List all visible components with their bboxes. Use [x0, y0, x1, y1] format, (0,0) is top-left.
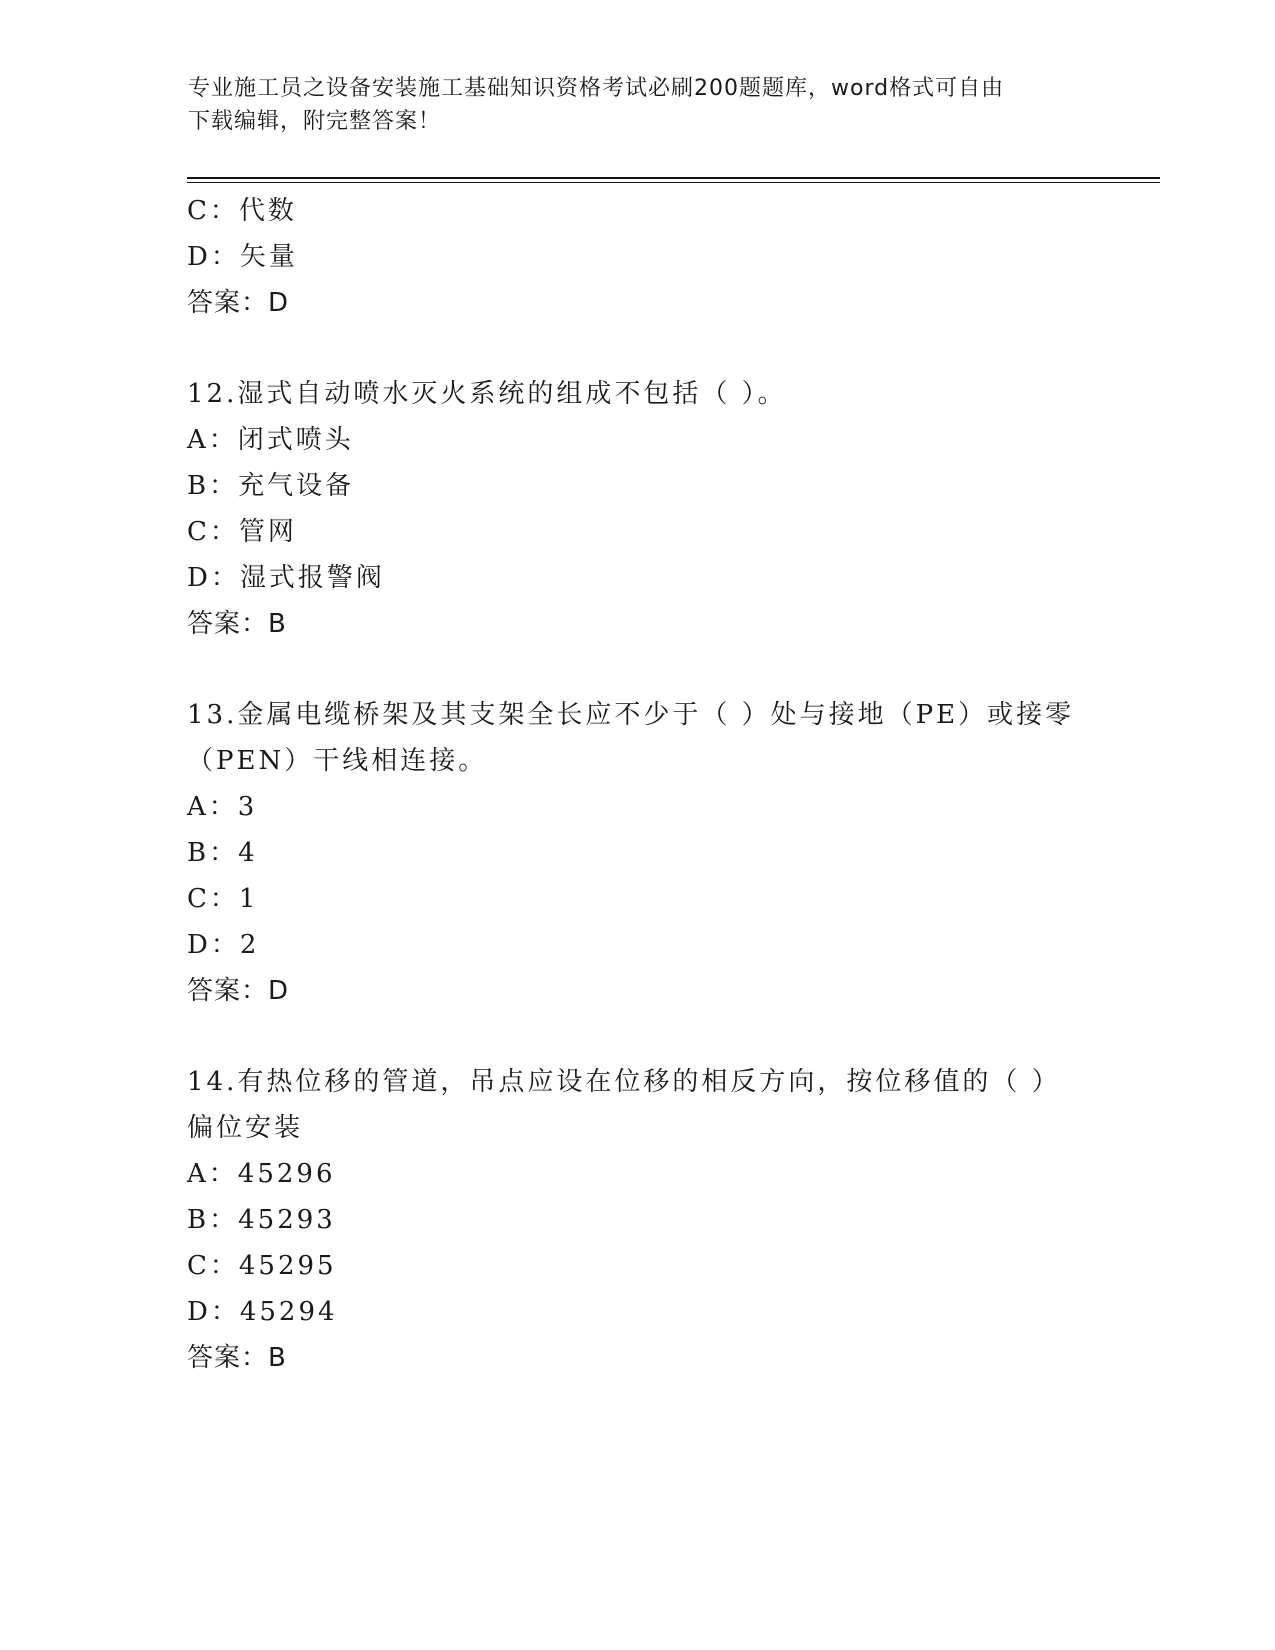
header-rule-thin — [187, 182, 1160, 183]
spacer — [187, 647, 1087, 692]
question-13 — [187, 692, 1087, 1014]
option-c: C：管网 — [187, 517, 297, 547]
option-a: A：3 — [187, 792, 258, 822]
option-c: C：1 — [187, 884, 259, 914]
spacer — [187, 326, 1087, 371]
spacer — [187, 1014, 1087, 1059]
question-stem-continued: （PEN）干线相连接。 — [187, 746, 488, 776]
option-b: B：充气设备 — [187, 471, 355, 501]
answer-line: 答案：D — [187, 976, 290, 1006]
question-11-tail — [187, 188, 1087, 326]
option-c: C：45295 — [187, 1251, 337, 1281]
question-stem: 13.金属电缆桥架及其支架全长应不少于（ ）处与接地（PE）或接零 — [187, 700, 1075, 730]
question-stem: 14.有热位移的管道，吊点应设在位移的相反方向，按位移值的（ ） — [187, 1067, 1061, 1097]
option-b: B：4 — [187, 838, 258, 868]
question-12 — [187, 371, 1087, 647]
answer-line: 答案：B — [187, 609, 287, 639]
option-c: C：代数 — [187, 196, 297, 226]
option-d: D：矢量 — [187, 242, 298, 272]
document-header — [188, 72, 1088, 138]
question-14 — [187, 1059, 1087, 1381]
option-a: A：45296 — [187, 1159, 336, 1189]
answer-line: 答案：B — [187, 1343, 287, 1373]
question-stem: 12.湿式自动喷水灭火系统的组成不包括（ ）。 — [187, 379, 787, 409]
header-rule-thick — [187, 177, 1160, 179]
option-d: D：45294 — [187, 1297, 338, 1327]
option-b: B：45293 — [187, 1205, 336, 1235]
option-d: D：湿式报警阀 — [187, 563, 385, 593]
header-line-1: 专业施工员之设备安装施工基础知识资格考试必刷200题题库，word格式可自由 — [188, 76, 1005, 101]
header-line-2: 下载编辑，附完整答案！ — [188, 109, 442, 134]
option-a: A：闭式喷头 — [187, 425, 354, 455]
answer-line: 答案：D — [187, 288, 290, 318]
question-list — [187, 188, 1087, 1381]
option-d: D：2 — [187, 930, 260, 960]
question-stem-continued: 偏位安装 — [187, 1113, 304, 1143]
